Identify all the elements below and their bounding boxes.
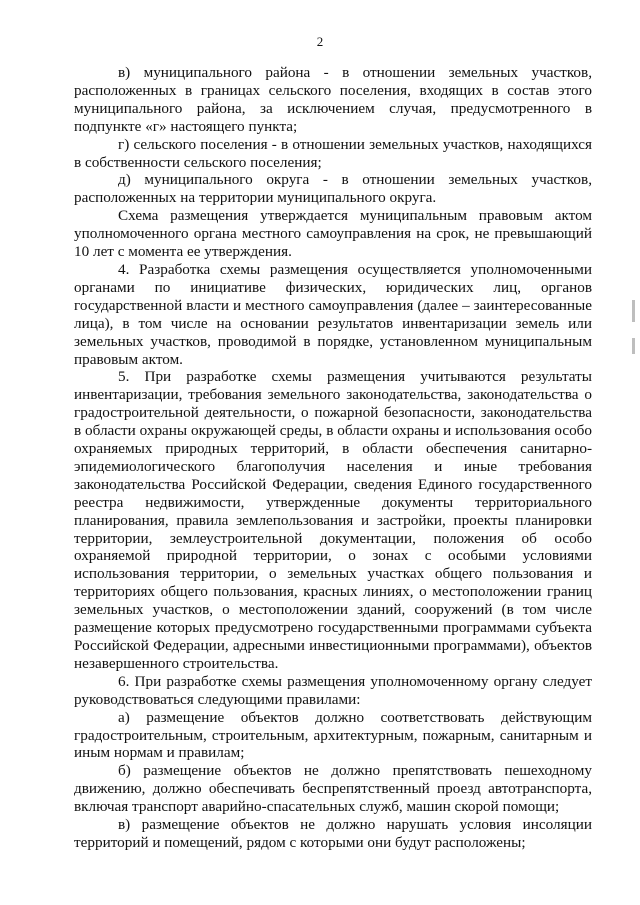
document-body — [74, 64, 592, 852]
scan-edge-mark — [632, 338, 635, 354]
paragraph-rule-a: а) размещение объектов должно соответствовать действующим градостроительным, строительным, архитектурным, пожарным, санитарным и иным нормам и правилам; — [74, 708, 592, 762]
paragraph-clause-5: 5. При разработке схемы размещения учитываются результаты инвентаризации, требования земельного законодательства, законодательства о градостроительной деятельности, о пожарной безопасности, законодательства в области охраны окружающей среды, в области охраны и использования особо охраняемых природных территорий, в области обеспечения санитарно-эпидемиологического благополучия населения и иные требования законодательства Российской Федерации, сведения Единого государственного реестра недвижимости, утвержденные документы территориального планирования, правила землепользования и застройки, проекты планировки территории, землеустроительной документации, положения об особо охраняемой природной территории, о зонах с особыми условиями использования территории, о земельных участках общего пользования и территориях общего пользования, красных линиях, о местоположении границ земельных участков, о местоположении зданий, сооружений (в том числе размещение которых предусмотрено государственными программами субъекта Российской Федерации, адресными инвестиционными программами), объектов незавершенного строительства. — [74, 368, 592, 672]
paragraph-item-v-municipal-district: в) муниципального района - в отношении земельных участков, расположенных в границах сельского поселения, входящих в состав этого муниципального района, за исключением случая, предусмотренного в подпункте «г» настоящего пункта; — [74, 64, 592, 135]
paragraph-rule-b: б) размещение объектов не должно препятствовать пешеходному движению, должно обеспечивать беспрепятственный проезд автотранспорта, включая транспорт аварийно-спасательных служб, машин скорой помощи; — [74, 762, 592, 816]
paragraph-rule-v: в) размещение объектов не должно нарушать условия инсоляции территорий и помещений, рядом с которыми они будут расположены; — [74, 816, 592, 851]
paragraph-clause-6: 6. При разработке схемы размещения уполномоченному органу следует руководствоваться следующими правилами: — [74, 672, 592, 708]
paragraph-clause-4: 4. Разработка схемы размещения осуществляется уполномоченными органами по инициативе физических, юридических лиц, органов государственной власти и местного самоуправления (далее – заинтересованные лица), в том числе на основании результатов инвентаризации земель или земельных участков, проводимой в порядке, установленном муниципальным правовым актом. — [74, 260, 592, 368]
paragraph-item-g-rural-settlement: г) сельского поселения - в отношении земельных участков, находящихся в собственности сельского поселения; — [74, 135, 592, 171]
paragraph-item-d-municipal-okrug: д) муниципального округа - в отношении земельных участков, расположенных на территории муниципального округа. — [74, 171, 592, 207]
scan-edge-mark — [632, 300, 635, 322]
paragraph-scheme-approval: Схема размещения утверждается муниципальным правовым актом уполномоченного органа местного самоуправления на срок, не превышающий 10 лет с момента ее утверждения. — [74, 207, 592, 261]
page-number: 2 — [316, 34, 324, 49]
